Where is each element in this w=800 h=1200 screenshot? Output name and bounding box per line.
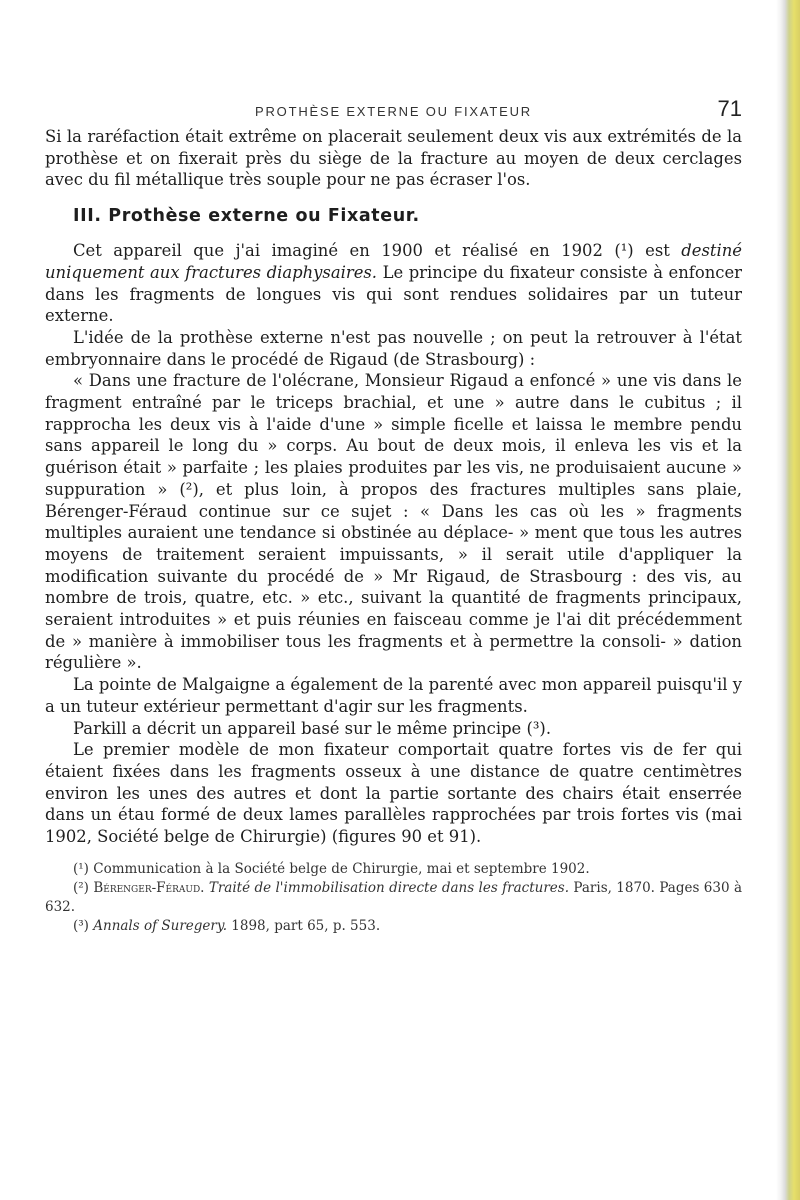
footnote-3-details: 1898, part 65, p. 553. [226, 917, 381, 934]
footnote-2 [45, 879, 742, 917]
emphasis-diaphysaires: destiné uniquement aux fractures diaphysaires. [45, 241, 742, 282]
page-number: 71 [717, 96, 742, 121]
paragraph-apparatus [45, 240, 742, 327]
page-edge [776, 0, 800, 1200]
footnote-3-journal: Annals of Suregery. [93, 917, 227, 934]
footnotes [45, 860, 742, 936]
footnote-2-marker: (²) [73, 879, 94, 896]
paragraph-first-model: Le premier modèle de mon fixateur comportait quatre fortes vis de fer qui étaient fixées dans les fragments osseux à une distance de quatre centimètres environ les unes des autres et dont la partie sortante des chairs était enserrée dans un étau formé de deux lames parallèles rapprochées par trois fortes vis (mai 1902, Société belge de Chirurgie) (figures 90 et 91). [45, 740, 742, 847]
paragraph-malgaigne: La pointe de Malgaigne a également de la parenté avec mon appareil puisqu'il y a un tuteur extérieur permettant d'agir sur les fragments. [45, 675, 742, 716]
footnote-3-marker: (³) [73, 917, 94, 934]
footnote-2-title: Traité de l'immobilisation directe dans les fractures. [204, 879, 570, 896]
intro-paragraph: Si la raréfaction était extrême on placerait seulement deux vis aux extrémités de la prothèse et on fixerait près du siège de la fracture au moyen de deux cerclages avec du fil métallique très souple pour ne pas écraser l'os. [45, 127, 742, 190]
document-page [45, 96, 742, 936]
footnote-2-details: Paris, 1870. Pages 630 à 632. [45, 879, 742, 915]
paragraph-parkill: Parkill a décrit un appareil basé sur le même principe (³). [73, 718, 552, 738]
paragraph-apparatus-start: Cet appareil que j'ai imaginé en 1900 et réalisé en 1902 (¹) est [73, 241, 682, 261]
running-head [45, 96, 742, 126]
footnote-1: (¹) Communication à la Société belge de Chirurgie, mai et septembre 1902. [73, 860, 590, 877]
footnote-2-author: Bérenger-Féraud. [93, 879, 205, 896]
running-title: PROTHÈSE EXTERNE OU FIXATEUR [255, 104, 532, 119]
quotation-rigaud: « Dans une fracture de l'olécrane, Monsieur Rigaud a enfoncé » une vis dans le fragment entraîné par le triceps brachial, et une » autre dans le cubitus ; il rapprocha les deux vis à l'aide d'une » simple ficelle et laissa le membre pendu sans appareil le long du » corps. Au bout de deux mois, il enleva les vis et la guérison était » parfaite ; les plaies produites par les vis, ne produisaient aucune » suppuration » (²), et plus loin, à propos des fractures multiples sans plaie, Bérenger-Féraud continue sur ce sujet : « Dans les cas où les » fragments multiples auraient une tendance si obstinée au déplace- » ment que tous les autres moyens de traitement seraient impuissants, » il serait utile d'appliquer la modification suivante du procédé de » Mr Rigaud, de Strasbourg : des vis, au nombre de trois, quatre, etc. » etc., suivant la quantité de fragments principaux, seraient introduites » et puis réunies en faisceau comme je l'ai dit précédemment de » manière à immobiliser tous les fragments et à permettre la consoli- » dation régulière ». [45, 371, 742, 673]
section-heading: III. Prothèse externe ou Fixateur. [73, 206, 420, 227]
footnote-3 [45, 917, 742, 936]
paragraph-idea: L'idée de la prothèse externe n'est pas nouvelle ; on peut la retrouver à l'état embryonnaire dans le procédé de Rigaud (de Strasbourg) : [45, 327, 742, 369]
paragraph-apparatus-end: Le principe du fixateur consiste à enfoncer dans les fragments de longues vis qui sont rendues solidaires par un tuteur externe. [45, 262, 742, 326]
